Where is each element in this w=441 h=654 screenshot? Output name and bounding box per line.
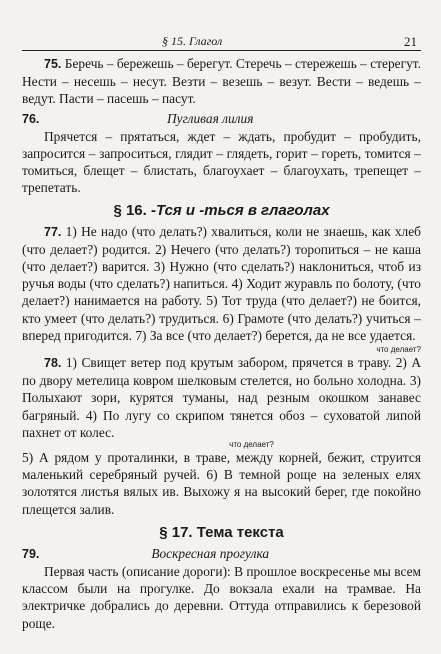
exercise-number: 77. [44,224,62,239]
exercise-text-continued: 5) А рядом у проталинки, в траве, между корней, бежит, струится маленький серебряный ручей. 6) В темной роще на зеленых елях золотятся листья вялых ив. Выхожу я на высокий берег, где покойно плещется залив. [22,450,421,517]
section-heading: § 16. -Тся и -ться в глаголах [113,201,330,219]
running-header [22,34,421,54]
exercise-79 [22,545,421,632]
exercise-number: 78. [44,356,62,371]
exercise-77 [22,223,421,344]
header-section: § 15. Глагол [162,34,223,48]
exercise-number: 75. [44,57,62,71]
question-note: что делает? [376,345,421,355]
question-note: что делает? [229,440,274,450]
exercise-text: 1) Свищет ветер под крутым забором, прячется в траву. 2) А по двору метелица ковром шелковым стелется, но больно холодна. 3) Полыхают зори, курятся туманы, над резным окошком занавес багряный. 4) По лугу со скрипом тянется обоз – суховатой липой пахнет от колес. [22,355,421,440]
exercise-text: Первая часть (описание дороги): В прошлое воскресенье мы всем классом были на прогулке. До вокзала ехали на трамвае. На электричке добрались до деревни. Оттуда отправились к березовой роще. [22,564,421,631]
exercise-number: 76. [22,111,40,126]
exercise-title: Пугливая лилия [166,110,254,126]
exercise-78 [22,346,421,518]
exercise-title: Воскресная прогулка [151,545,270,561]
page-number: 21 [404,34,417,49]
header-rule [22,50,421,51]
section-heading: § 17. Тема текста [159,523,284,541]
page-body [22,55,421,632]
exercise-text: Беречь – бережешь – берегут. Стеречь – стережешь – стерегут. Нести – несешь – несут. Везти – везешь – везут. Вести – ведешь – ведут. Пасти – пасешь – пасут. [22,56,421,107]
exercise-75 [22,55,421,108]
exercise-text: 1) Не надо (что делать?) хвалиться, коли не знаешь, как хлеб (что делает?) родится. 2) Нечего (что делать?) торопиться – не каша (что делает?) варится. 3) Нужно (что сделать?) наклониться, чтоб из ручья воды (что сделать?) напиться. 4) Ходит журавль по болоту, (что делает?) нанимается на работу. 5) Тот труда (что делает?) не боится, кто умеет (что делать?) трудиться. 6) Грамоте (что делать?) учиться – вперед пригодится. 7) За все (что делает?) берется, да не все удается. [22,223,421,343]
exercise-text: Прячется – прятаться, ждет – ждать, пробудит – пробудить, запросится – запроситься, глядит – глядеть, горит – гореть, томится – томиться, блещет – блистать, благоухает – благоухать, трепещет – трепетать. [22,128,421,196]
exercise-76 [22,110,421,197]
exercise-number: 79. [22,546,40,561]
